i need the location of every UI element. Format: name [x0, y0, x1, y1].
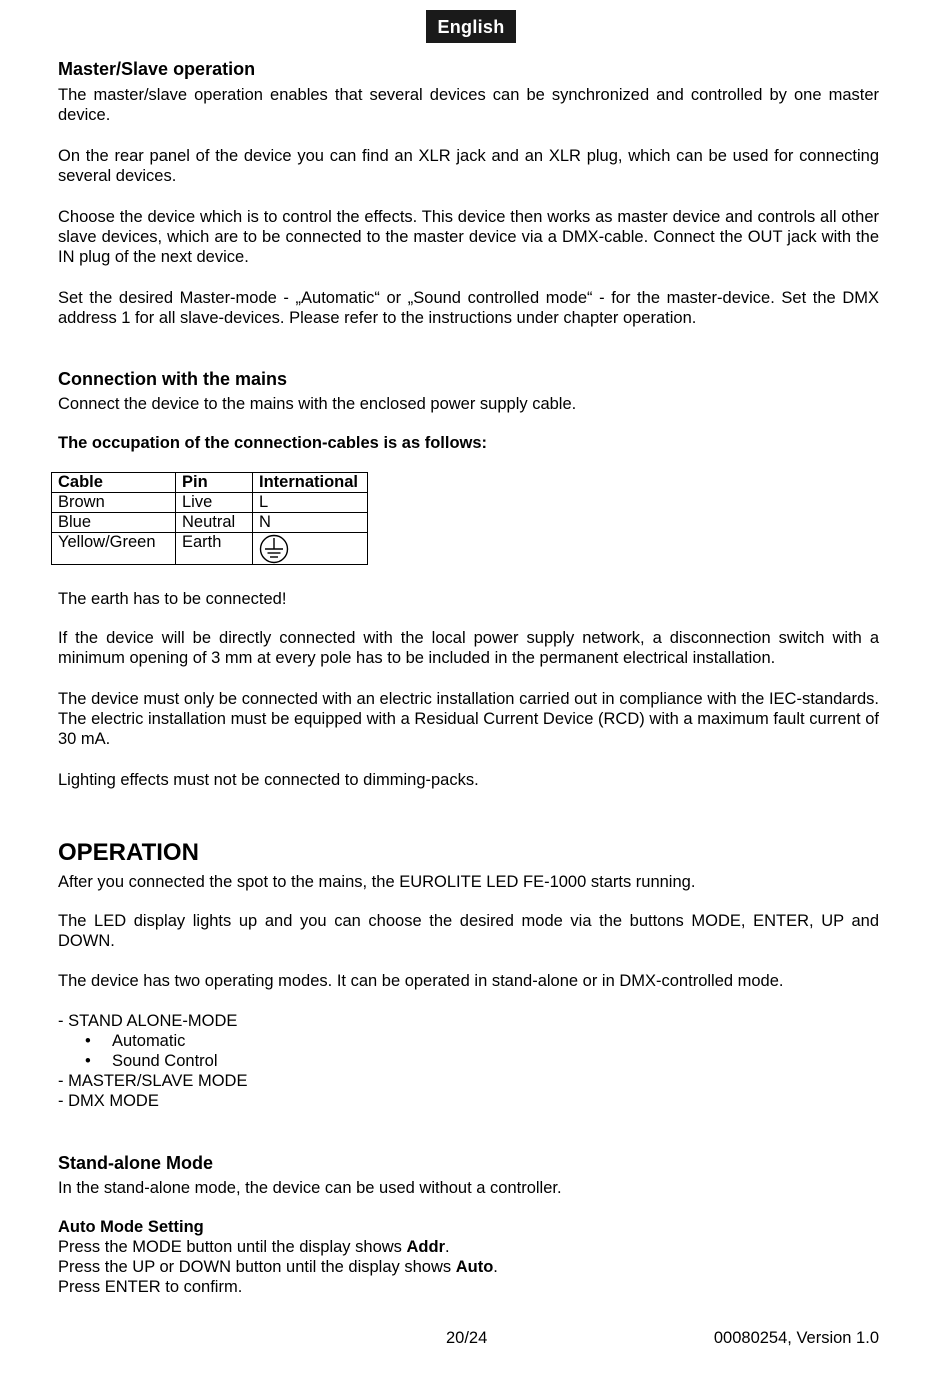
instruction-text: .	[445, 1238, 450, 1256]
mains-heading: Connection with the mains	[58, 369, 288, 389]
cable-occupation-table	[51, 472, 368, 565]
instruction-line: Press ENTER to confirm.	[58, 1278, 243, 1296]
master-slave-heading: Master/Slave operation	[58, 59, 256, 79]
table-header-row	[52, 473, 368, 493]
master-slave-paragraph-3: Choose the device which is to control the effects. This device then works as master device and controls all other slave devices, which are to be connected to the master device via a DMX-cable. Connect the OUT jack with the IN plug of the next device.	[58, 208, 879, 266]
operation-paragraph-2: The LED display lights up and you can choose the desired mode via the buttons MODE, ENTER, UP and DOWN.	[58, 912, 879, 950]
instruction-line	[58, 1257, 879, 1277]
master-slave-paragraph-4: Set the desired Master-mode - „Automatic“ or „Sound controlled mode“ - for the master-device. Set the DMX address 1 for all slave-devices. Please refer to the instructions under chapter operation.	[58, 289, 879, 327]
earth-notice: The earth has to be connected!	[58, 590, 287, 608]
table-header-cell: Cable	[52, 473, 176, 493]
table-cell: Earth	[176, 533, 253, 565]
stand-alone-heading: Stand-alone Mode	[58, 1153, 214, 1173]
table-row	[52, 493, 368, 513]
display-value-auto: Auto	[455, 1258, 494, 1276]
earth-ground-icon	[259, 534, 293, 564]
operation-paragraph-1: After you connected the spot to the mains, the EUROLITE LED FE-1000 starts running.	[58, 873, 696, 891]
auto-mode-heading: Auto Mode Setting	[58, 1218, 204, 1236]
display-value-addr: Addr	[406, 1238, 445, 1256]
page-number: 20/24	[446, 1329, 488, 1347]
auto-mode-setting	[58, 1217, 879, 1297]
operation-heading: OPERATION	[58, 839, 199, 866]
table-header-cell: Pin	[176, 473, 253, 493]
operation-paragraph-3: The device has two operating modes. It can be operated in stand-alone or in DMX-controlled mode.	[58, 972, 784, 990]
table-cell: Neutral	[176, 513, 253, 533]
table-row	[52, 513, 368, 533]
stand-alone-paragraph: In the stand-alone mode, the device can be used without a controller.	[58, 1179, 562, 1197]
instruction-text: Press the MODE button until the display shows	[58, 1238, 407, 1256]
master-slave-paragraph-2: On the rear panel of the device you can find an XLR jack and an XLR plug, which can be used for connecting several devices.	[58, 147, 879, 185]
instruction-text: .	[493, 1258, 498, 1276]
document-version: 00080254, Version 1.0	[713, 1329, 879, 1347]
list-item: • Automatic	[58, 1031, 879, 1051]
list-item: • Sound Control	[58, 1051, 879, 1071]
instruction-line	[58, 1237, 879, 1257]
mains-paragraph-1: Connect the device to the mains with the enclosed power supply cable.	[58, 395, 577, 413]
table-cell: Brown	[52, 493, 176, 513]
stand-alone-sublist	[58, 1031, 879, 1071]
table-row	[52, 533, 368, 565]
mode-item-master-slave: - MASTER/SLAVE MODE	[58, 1072, 248, 1090]
language-badge: English	[426, 10, 516, 43]
table-cell: N	[253, 513, 368, 533]
table-cell	[253, 533, 368, 565]
mode-item-stand-alone: - STAND ALONE-MODE	[58, 1012, 238, 1030]
instruction-text: Press the UP or DOWN button until the display shows	[58, 1258, 456, 1276]
table-cell: Yellow/Green	[52, 533, 176, 565]
mains-paragraph-3: If the device will be directly connected with the local power supply network, a disconnection switch with a minimum opening of 3 mm at every pole has to be included in the permanent electrical installation.	[58, 629, 879, 667]
mains-paragraph-5: Lighting effects must not be connected to dimming-packs.	[58, 771, 479, 789]
table-header-cell: International	[253, 473, 368, 493]
master-slave-paragraph-1: The master/slave operation enables that several devices can be synchronized and controlled by one master device.	[58, 86, 879, 124]
table-cell: L	[253, 493, 368, 513]
mains-paragraph-4: The device must only be connected with an electric installation carried out in compliance with the IEC-standards. The electric installation must be equipped with a Residual Current Device (RCD) with a maximum fault current of 30 mA.	[58, 690, 879, 748]
mode-list	[58, 1011, 879, 1111]
mode-item-dmx: - DMX MODE	[58, 1092, 159, 1110]
table-cell: Live	[176, 493, 253, 513]
occupation-heading: The occupation of the connection-cables is as follows:	[58, 434, 488, 452]
table-cell: Blue	[52, 513, 176, 533]
